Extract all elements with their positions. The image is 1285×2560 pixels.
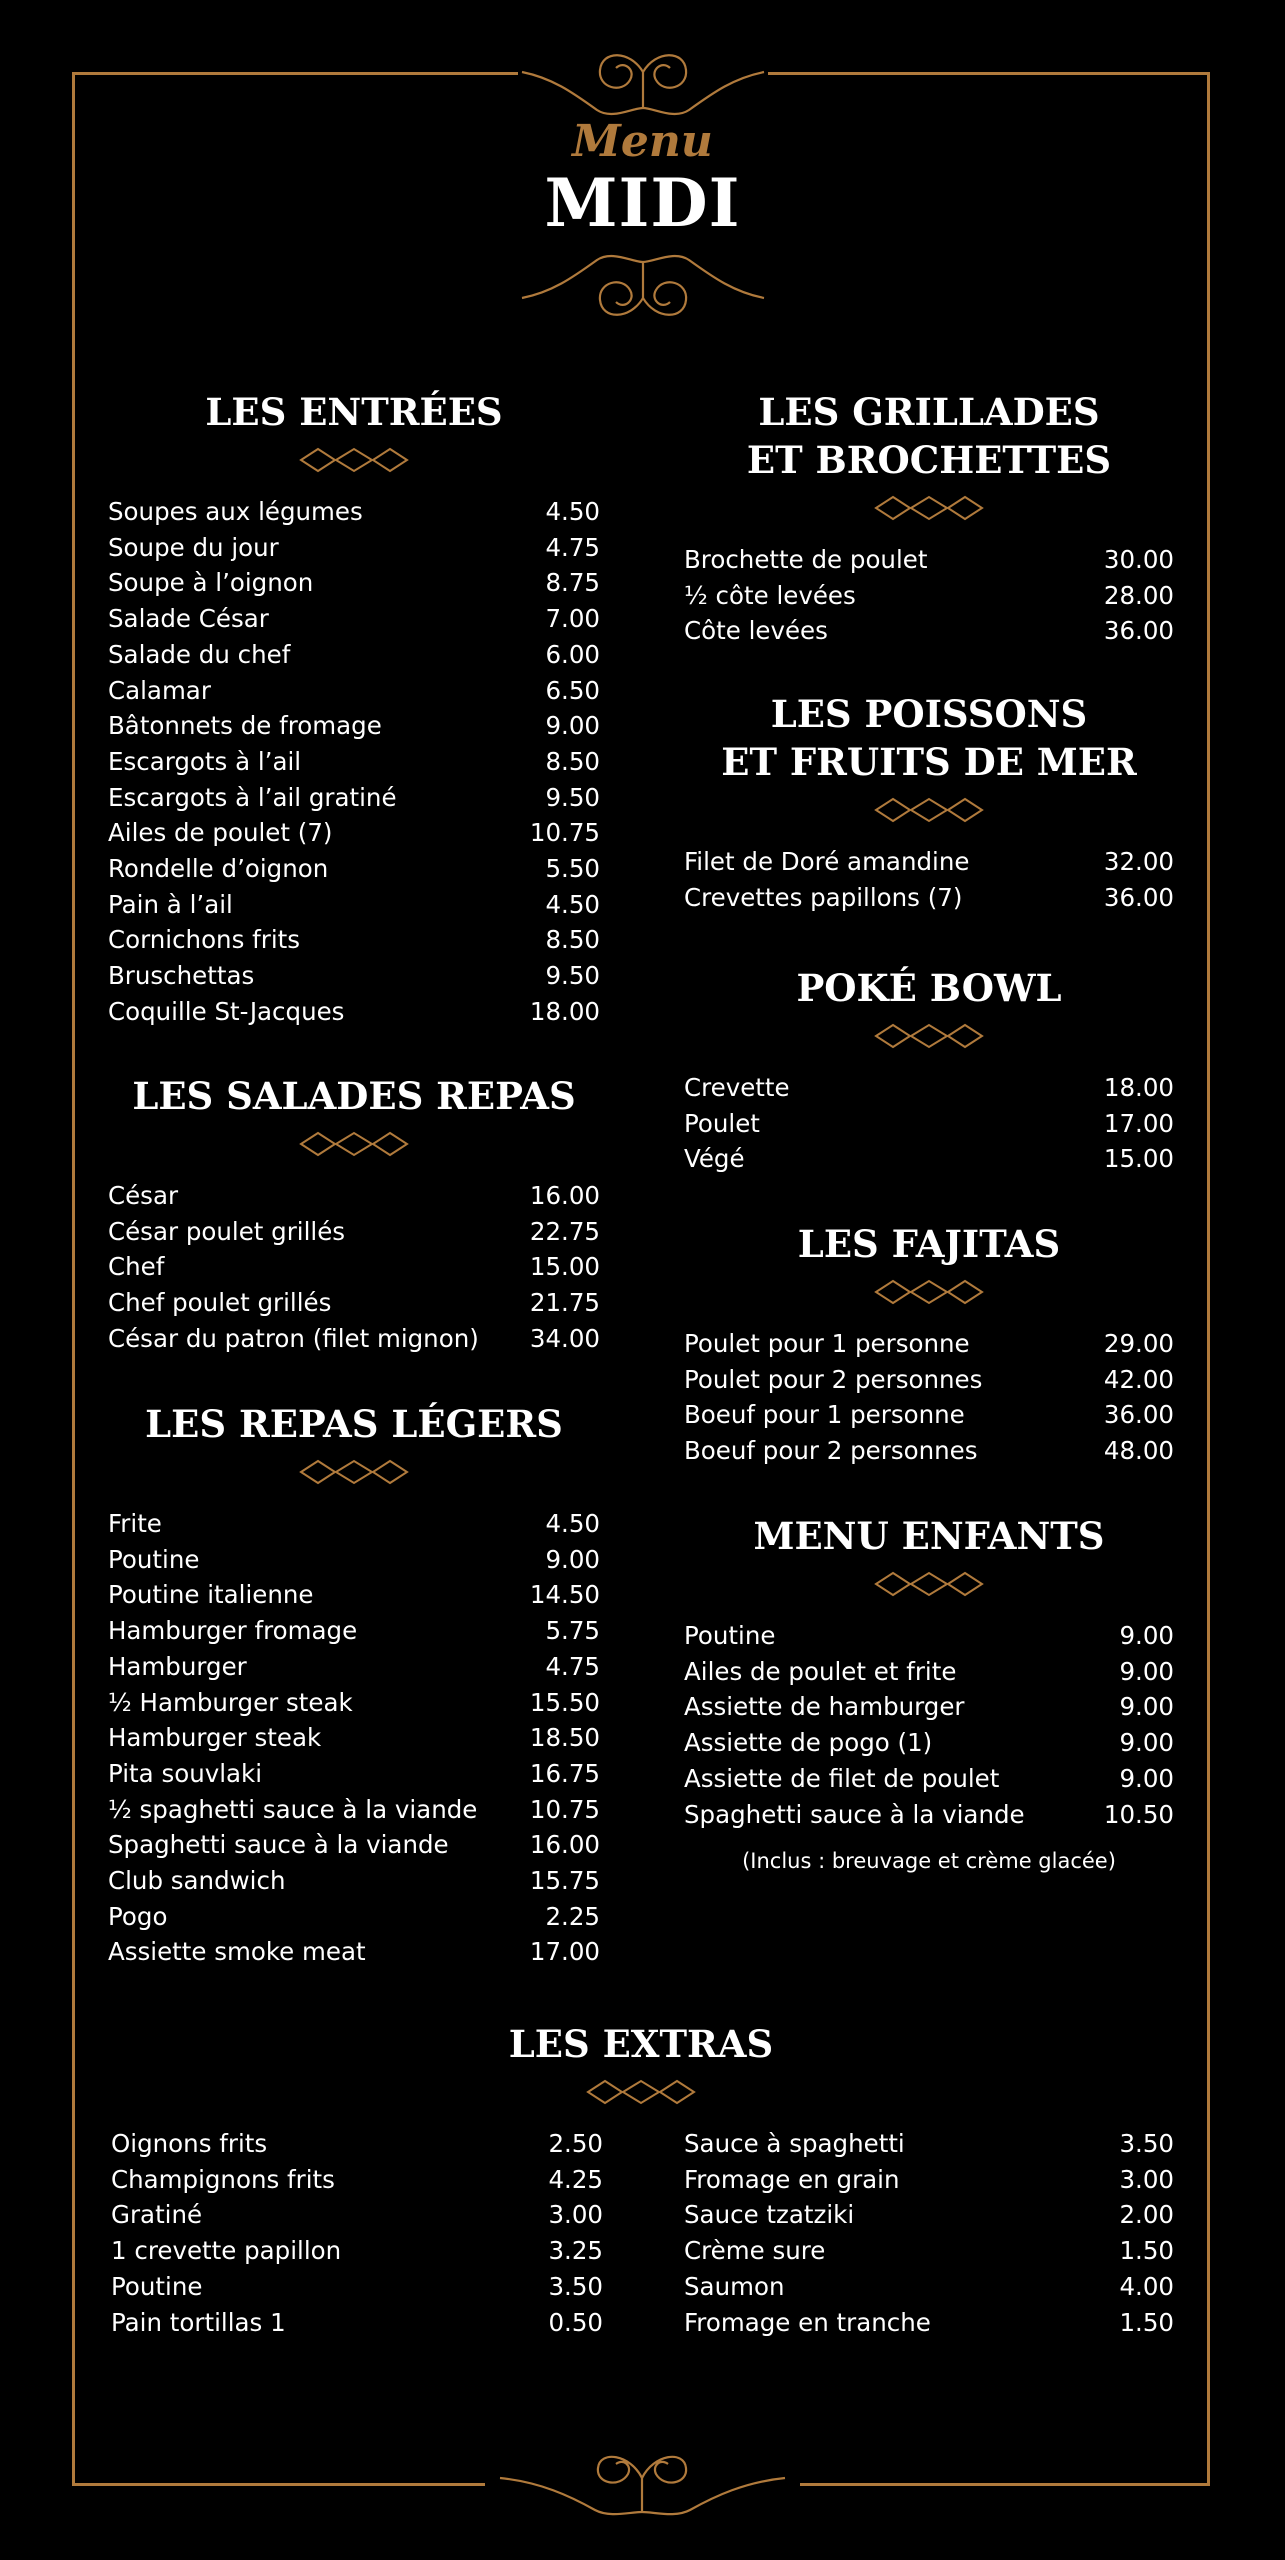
item-price: 9.00	[1119, 1621, 1174, 1650]
item-name: Bâtonnets de fromage	[108, 711, 382, 741]
section-entrees	[108, 388, 600, 1030]
item-name: Soupe à l’oignon	[108, 568, 314, 598]
menu-item	[684, 1326, 1174, 1362]
menu-item	[108, 494, 600, 530]
item-name: 1 crevette papillon	[111, 2236, 342, 2266]
item-name: Frite	[108, 1509, 162, 1538]
diamond-divider-icon	[299, 446, 409, 474]
item-name: Assiette de filet de poulet	[684, 1763, 1000, 1793]
menu-item	[108, 958, 600, 994]
item-price: 0.50	[548, 2307, 603, 2337]
menu-item	[108, 1649, 600, 1685]
item-name: ½ côte levées	[684, 580, 856, 610]
item-price: 30.00	[1103, 545, 1174, 574]
item-price: 36.00	[1103, 616, 1174, 646]
item-name: Ailes de poulet (7)	[108, 818, 333, 848]
item-price: 9.00	[1119, 1656, 1174, 1686]
menu-item	[684, 1141, 1174, 1177]
item-price: 7.00	[545, 604, 600, 634]
menu-item	[108, 1285, 600, 1321]
menu-item	[684, 542, 1174, 578]
menu-item	[684, 2126, 1174, 2162]
item-price: 18.00	[1103, 1073, 1174, 1102]
item-price: 9.00	[1119, 1763, 1174, 1793]
item-name: Pain à l’ail	[108, 889, 233, 919]
item-name: Pain tortillas 1	[111, 2307, 286, 2337]
menu-item	[684, 1725, 1174, 1761]
menu-list	[684, 1618, 1174, 1832]
item-name: Escargots à l’ail	[108, 746, 302, 776]
diamond-divider-icon	[874, 1570, 984, 1598]
menu-script-title: Menu	[572, 116, 713, 167]
menu-item	[108, 601, 600, 637]
menu-item	[108, 1863, 600, 1899]
item-name: ½ Hamburger steak	[108, 1687, 353, 1717]
diamond-divider-icon	[299, 1130, 409, 1158]
diamond-divider-icon	[874, 494, 984, 522]
menu-item	[684, 2162, 1174, 2198]
extras-list-left	[111, 2126, 603, 2340]
menu-item	[684, 613, 1174, 649]
item-price: 2.50	[548, 2129, 603, 2158]
item-name: Hamburger	[108, 1651, 247, 1681]
section-title: LES REPAS LÉGERS	[145, 1402, 563, 1446]
item-price: 10.75	[529, 818, 600, 848]
menu-list	[684, 1070, 1174, 1177]
item-price: 17.00	[1103, 1108, 1174, 1138]
menu-item	[108, 1899, 600, 1935]
item-name: Soupes aux légumes	[108, 497, 363, 526]
item-name: Poutine	[684, 1621, 776, 1650]
item-price: 3.50	[548, 2271, 603, 2301]
item-name: Sauce à spaghetti	[684, 2129, 905, 2158]
item-name: Gratiné	[111, 2200, 203, 2230]
menu-item	[684, 1618, 1174, 1654]
menu-item	[108, 1827, 600, 1863]
menu-item	[684, 2305, 1174, 2341]
item-price: 4.50	[545, 1509, 600, 1538]
item-price: 15.00	[1103, 1144, 1174, 1174]
item-price: 2.00	[1119, 2200, 1174, 2230]
item-name: Brochette de poulet	[684, 545, 928, 574]
section-title: LES POISSONS ET FRUITS DE MER	[721, 692, 1137, 784]
item-price: 15.00	[529, 1252, 600, 1282]
menu-item	[684, 1797, 1174, 1833]
item-price: 1.50	[1119, 2307, 1174, 2337]
item-name: Poulet pour 1 personne	[684, 1329, 970, 1358]
item-price: 2.25	[545, 1901, 600, 1931]
item-name: Fromage en grain	[684, 2164, 900, 2194]
menu-item	[111, 2305, 603, 2341]
item-name: Salade César	[108, 604, 269, 634]
item-price: 16.75	[529, 1758, 600, 1788]
item-price: 32.00	[1103, 847, 1174, 876]
item-price: 9.00	[545, 1544, 600, 1574]
menu-item	[108, 708, 600, 744]
item-price: 3.50	[1119, 2129, 1174, 2158]
item-price: 4.25	[548, 2164, 603, 2194]
section-poissons	[684, 690, 1174, 915]
diamond-divider-icon	[874, 1022, 984, 1050]
menu-item	[108, 1249, 600, 1285]
item-name: Assiette smoke meat	[108, 1937, 366, 1967]
item-name: Spaghetti sauce à la viande	[108, 1830, 449, 1860]
item-name: Crevette	[684, 1073, 790, 1102]
page-title: MIDI	[544, 164, 741, 242]
item-name: Filet de Doré amandine	[684, 847, 970, 876]
item-price: 36.00	[1103, 882, 1174, 912]
item-name: Saumon	[684, 2271, 785, 2301]
item-price: 9.00	[545, 711, 600, 741]
item-price: 8.50	[545, 925, 600, 955]
menu-item	[108, 922, 600, 958]
item-price: 9.50	[545, 782, 600, 812]
item-price: 3.00	[1119, 2164, 1174, 2194]
item-name: Pita souvlaki	[108, 1758, 263, 1788]
item-name: Poutine italienne	[108, 1580, 314, 1610]
menu-item	[108, 1792, 600, 1828]
diamond-divider-icon	[299, 1458, 409, 1486]
item-name: Salade du chef	[108, 639, 291, 669]
menu-item	[684, 1654, 1174, 1690]
item-name: Poulet	[684, 1108, 760, 1138]
item-price: 4.75	[545, 1651, 600, 1681]
item-price: 15.75	[529, 1866, 600, 1896]
bottom-flourish-icon	[480, 2420, 805, 2520]
diamond-divider-icon	[586, 2078, 696, 2106]
menu-item	[108, 530, 600, 566]
item-price: 4.00	[1119, 2271, 1174, 2301]
item-name: Boeuf pour 1 personne	[684, 1400, 965, 1430]
item-name: Club sandwich	[108, 1866, 286, 1896]
item-price: 3.25	[548, 2236, 603, 2266]
menu-item	[108, 780, 600, 816]
item-name: Poutine	[108, 1544, 200, 1574]
menu-item	[684, 2197, 1174, 2233]
item-price: 15.50	[529, 1687, 600, 1717]
menu-list	[108, 1506, 600, 1970]
menu-item	[108, 815, 600, 851]
section-grillades	[684, 388, 1174, 649]
menu-item	[108, 637, 600, 673]
section-salades-repas	[108, 1072, 600, 1357]
menu-item	[684, 2269, 1174, 2305]
item-price: 28.00	[1103, 580, 1174, 610]
menu-item	[108, 1178, 600, 1214]
item-name: Coquille St-Jacques	[108, 996, 345, 1026]
item-price: 4.75	[545, 532, 600, 562]
item-price: 9.00	[1119, 1728, 1174, 1758]
section-poke-bowl	[684, 964, 1174, 1177]
menu-item	[684, 1070, 1174, 1106]
item-name: Ailes de poulet et frite	[684, 1656, 957, 1686]
menu-item	[108, 887, 600, 923]
item-price: 6.00	[545, 639, 600, 669]
item-name: César	[108, 1181, 179, 1210]
item-price: 8.50	[545, 746, 600, 776]
menu-item	[684, 578, 1174, 614]
menu-item	[684, 844, 1174, 880]
item-price: 5.75	[545, 1616, 600, 1646]
item-price: 48.00	[1103, 1436, 1174, 1466]
menu-item	[108, 744, 600, 780]
item-name: Hamburger fromage	[108, 1616, 358, 1646]
item-name: Calamar	[108, 675, 211, 705]
menu-item	[108, 1321, 600, 1357]
item-name: Sauce tzatziki	[684, 2200, 855, 2230]
section-title: POKÉ BOWL	[796, 966, 1062, 1010]
menu-item	[108, 1720, 600, 1756]
extras-list-right	[684, 2126, 1174, 2340]
item-name: Végé	[684, 1144, 745, 1174]
item-price: 8.75	[545, 568, 600, 598]
item-price: 9.50	[545, 961, 600, 991]
menu-item	[684, 1689, 1174, 1725]
item-name: Escargots à l’ail gratiné	[108, 782, 397, 812]
item-name: Chef	[108, 1252, 165, 1282]
menu-header	[0, 118, 1285, 240]
section-title: LES ENTRÉES	[205, 390, 503, 434]
item-price: 17.00	[529, 1937, 600, 1967]
section-title: LES FAJITAS	[797, 1222, 1061, 1266]
item-price: 16.00	[529, 1181, 600, 1210]
menu-item	[108, 1577, 600, 1613]
menu-item	[108, 1542, 600, 1578]
item-price: 36.00	[1103, 1400, 1174, 1430]
menu-list	[684, 844, 1174, 915]
menu-item	[108, 1506, 600, 1542]
menu-item	[111, 2197, 603, 2233]
item-price: 9.00	[1119, 1692, 1174, 1722]
item-name: Champignons frits	[111, 2164, 335, 2194]
menu-item	[108, 565, 600, 601]
item-price: 18.00	[529, 996, 600, 1026]
menu-item	[684, 1761, 1174, 1797]
section-title: LES SALADES REPAS	[132, 1074, 576, 1118]
item-price: 42.00	[1103, 1364, 1174, 1394]
item-price: 1.50	[1119, 2236, 1174, 2266]
menu-item	[108, 1613, 600, 1649]
item-price: 3.00	[548, 2200, 603, 2230]
item-name: César du patron (filet mignon)	[108, 1323, 479, 1353]
item-price: 10.50	[1103, 1799, 1174, 1829]
menu-item	[111, 2233, 603, 2269]
item-price: 4.50	[545, 497, 600, 526]
item-name: César poulet grillés	[108, 1216, 346, 1246]
item-name: Poutine	[111, 2271, 203, 2301]
item-price: 21.75	[529, 1288, 600, 1318]
item-name: Rondelle d’oignon	[108, 854, 329, 884]
menu-list	[108, 494, 600, 1030]
item-price: 29.00	[1103, 1329, 1174, 1358]
menu-item	[108, 994, 600, 1030]
item-name: ½ spaghetti sauce à la viande	[108, 1794, 478, 1824]
menu-item	[684, 880, 1174, 916]
item-name: Côte levées	[684, 616, 828, 646]
menu-item	[108, 1756, 600, 1792]
item-name: Bruschettas	[108, 961, 255, 991]
item-name: Crème sure	[684, 2236, 826, 2266]
menu-item	[111, 2269, 603, 2305]
item-price: 22.75	[529, 1216, 600, 1246]
menu-item	[684, 1433, 1174, 1469]
menu-item	[111, 2126, 603, 2162]
menu-item	[108, 1934, 600, 1970]
item-price: 6.50	[545, 675, 600, 705]
menu-item	[684, 1362, 1174, 1398]
item-name: Poulet pour 2 personnes	[684, 1364, 983, 1394]
menu-list	[684, 542, 1174, 649]
section-title: LES EXTRAS	[508, 2022, 774, 2066]
item-name: Soupe du jour	[108, 532, 279, 562]
section-fajitas	[684, 1220, 1174, 1469]
menu-item	[108, 1685, 600, 1721]
section-title: LES GRILLADES ET BROCHETTES	[746, 390, 1112, 482]
kids-menu-note: (Inclus : breuvage et crème glacée)	[742, 1849, 1116, 1874]
item-name: Oignons frits	[111, 2129, 268, 2158]
menu-item	[108, 673, 600, 709]
menu-item	[684, 1397, 1174, 1433]
item-price: 14.50	[529, 1580, 600, 1610]
menu-list	[108, 1178, 600, 1357]
menu-list	[684, 1326, 1174, 1469]
diamond-divider-icon	[874, 1278, 984, 1306]
item-price: 4.50	[545, 889, 600, 919]
item-name: Fromage en tranche	[684, 2307, 931, 2337]
section-title: MENU ENFANTS	[753, 1514, 1105, 1558]
item-name: Boeuf pour 2 personnes	[684, 1436, 978, 1466]
item-name: Pogo	[108, 1901, 168, 1931]
section-extras	[108, 2020, 1174, 2366]
item-name: Cornichons frits	[108, 925, 301, 955]
item-name: Chef poulet grillés	[108, 1288, 332, 1318]
menu-item	[111, 2162, 603, 2198]
menu-item	[684, 1106, 1174, 1142]
menu-item	[684, 2233, 1174, 2269]
section-menu-enfants	[684, 1512, 1174, 1876]
item-name: Spaghetti sauce à la viande	[684, 1799, 1025, 1829]
item-price: 16.00	[529, 1830, 600, 1860]
item-name: Assiette de pogo (1)	[684, 1728, 933, 1758]
section-repas-legers	[108, 1400, 600, 1970]
menu-item	[108, 1214, 600, 1250]
menu-item	[108, 851, 600, 887]
item-price: 10.75	[529, 1794, 600, 1824]
item-name: Assiette de hamburger	[684, 1692, 965, 1722]
item-price: 5.50	[545, 854, 600, 884]
item-name: Hamburger steak	[108, 1723, 322, 1753]
item-price: 34.00	[529, 1323, 600, 1353]
diamond-divider-icon	[874, 796, 984, 824]
item-name: Crevettes papillons (7)	[684, 882, 963, 912]
item-price: 18.50	[529, 1723, 600, 1753]
